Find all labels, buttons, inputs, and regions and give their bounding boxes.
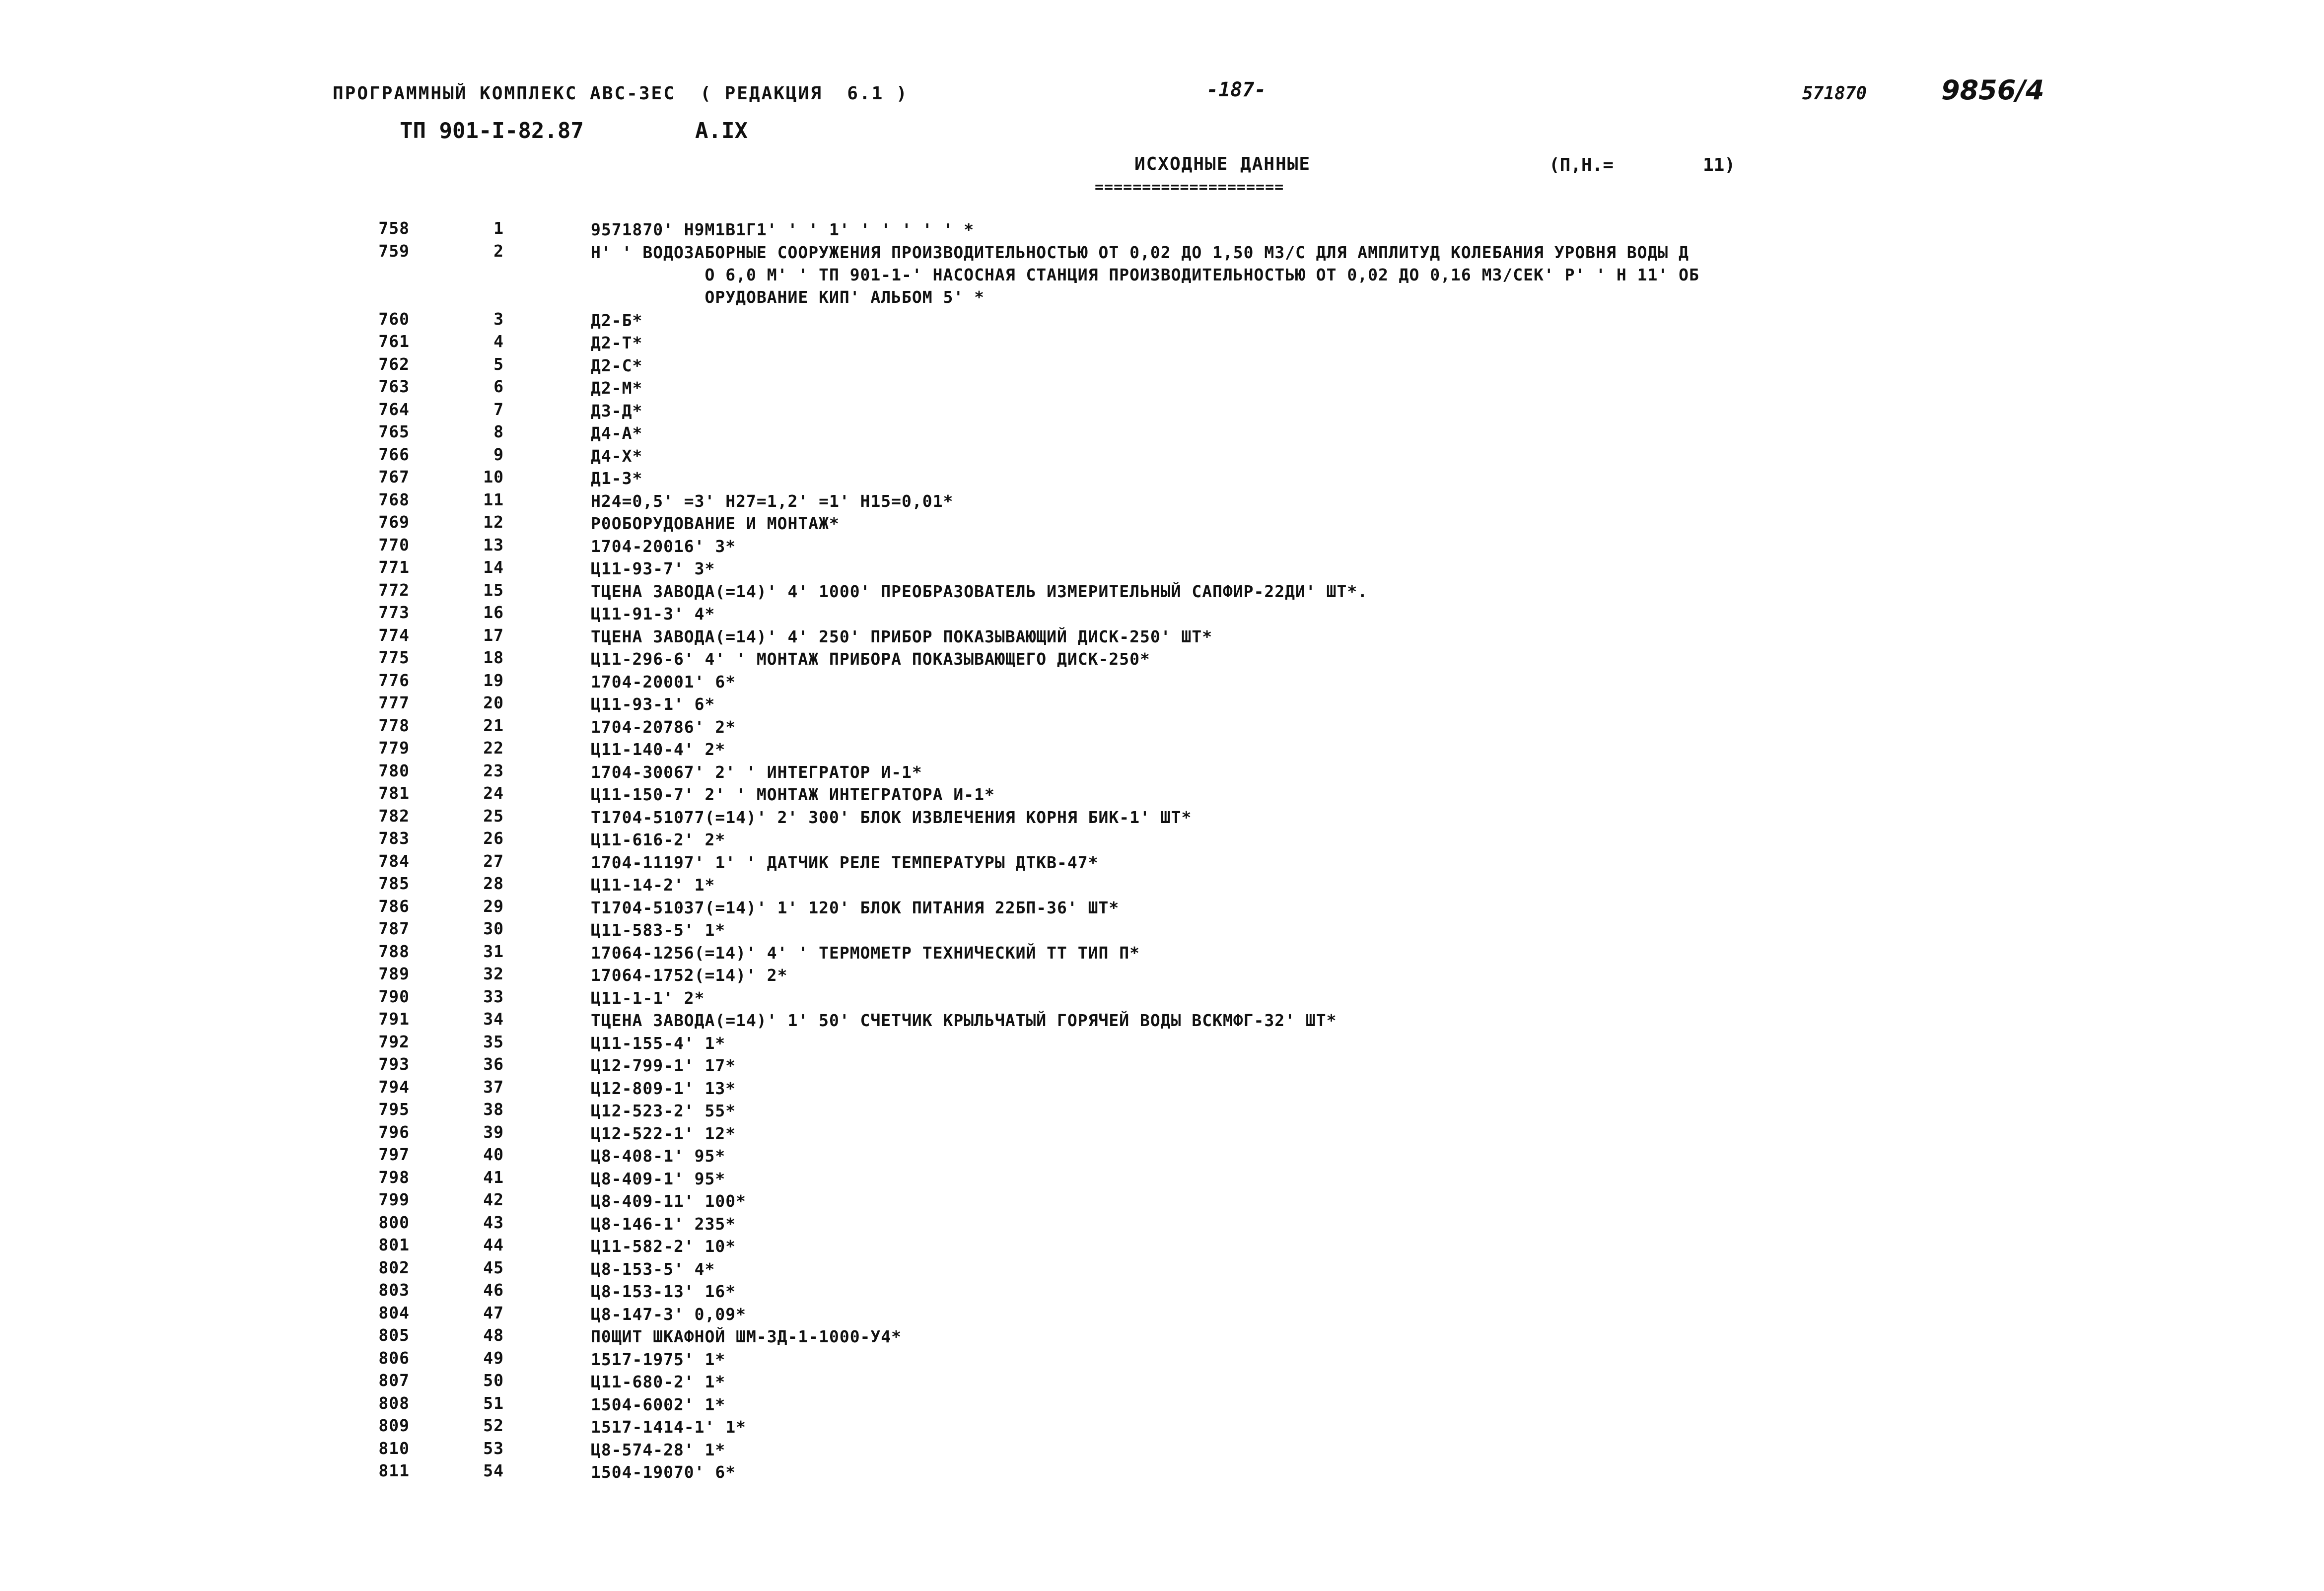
listing-row [0, 1077, 2324, 1100]
record-index: 45 [483, 1257, 504, 1277]
record-index: 7 [493, 399, 504, 419]
sheet-reference: 9856/4 [1941, 74, 2044, 106]
record-text: ТЦЕНА ЗАВОДА(=14)' 4' 1000' ПРЕОБРАЗОВАТЕЛЬ ИЗМЕРИТЕЛЬНЫЙ САПФИР-22ДИ' ШТ*. [591, 581, 1368, 601]
record-text: Ц12-809-1' 13* [591, 1078, 736, 1098]
listing-row [0, 490, 2324, 513]
line-number: 759 [378, 241, 410, 261]
line-number: 760 [378, 309, 410, 329]
line-number: 785 [378, 874, 410, 893]
line-number: 801 [378, 1235, 410, 1254]
record-index: 26 [483, 829, 504, 848]
listing-row [0, 1439, 2324, 1461]
record-index: 10 [483, 467, 504, 486]
record-text: Д3-Д* [591, 401, 643, 420]
line-number: 766 [378, 444, 410, 464]
record-text: Ц11-150-7' 2' ' МОНТАЖ ИНТЕГРАТОРА И-1* [591, 785, 995, 804]
record-index: 48 [483, 1325, 504, 1345]
record-text: Ц11-14-2' 1* [591, 875, 715, 895]
listing-row [0, 467, 2324, 490]
listing-row [0, 806, 2324, 829]
line-number: 806 [378, 1348, 410, 1368]
record-text: Ц8-153-13' 16* [591, 1282, 736, 1301]
listing-row [0, 512, 2324, 535]
line-number: 771 [378, 557, 410, 577]
record-text: Ц11-1-1' 2* [591, 988, 705, 1008]
listing-row [0, 1258, 2324, 1281]
listing-row [0, 1190, 2324, 1213]
listing-row [0, 377, 2324, 400]
listing-row [0, 648, 2324, 671]
record-index: 1 [493, 218, 504, 238]
listing-row [0, 919, 2324, 942]
record-text: Т1704-51037(=14)' 1' 120' БЛОК ПИТАНИЯ 22БП-36' ШТ* [591, 898, 1120, 917]
listing-row [0, 241, 2324, 309]
line-number: 810 [378, 1438, 410, 1458]
record-index: 17 [483, 625, 504, 645]
line-number: 774 [378, 625, 410, 645]
record-text: Ц8-153-5' 4* [591, 1259, 715, 1279]
line-number: 765 [378, 422, 410, 441]
record-text: Ц8-409-11' 100* [591, 1191, 747, 1211]
listing-row [0, 625, 2324, 648]
record-index: 3 [493, 309, 504, 329]
line-number: 761 [378, 332, 410, 351]
listing-row [0, 580, 2324, 603]
record-text: Ц8-409-1' 95* [591, 1169, 726, 1188]
listing-row [0, 603, 2324, 625]
listing-row [0, 1348, 2324, 1371]
listing-row [0, 874, 2324, 897]
record-index: 30 [483, 919, 504, 938]
line-number: 770 [378, 535, 410, 554]
listing-row [0, 1235, 2324, 1258]
record-text: Ц11-296-6' 4' ' МОНТАЖ ПРИБОРА ПОКАЗЫВАЮЩЕГО ДИСК-250* [591, 649, 1150, 669]
line-number: 787 [378, 919, 410, 938]
line-number: 776 [378, 670, 410, 690]
record-index: 43 [483, 1212, 504, 1232]
listing-row [0, 897, 2324, 919]
listing-row [0, 942, 2324, 965]
record-text: Н' ' ВОДОЗАБОРНЫЕ СООРУЖЕНИЯ ПРОИЗВОДИТЕЛЬНОСТЬЮ ОТ 0,02 ДО 1,50 М3/С ДЛЯ АМПЛИТУД КОЛЕБАНИЯ УРОВНЯ ВОДЫ Д О 6,0 М' ' ТП 901-1-' НАСОСНАЯ СТАНЦИЯ ПРОИЗВОДИТЕЛЬНОСТЬЮ ОТ 0,02 ДО 0,16 М3/СЕК' Р' ' Н 11' ОБ ОРУДОВАНИЕ КИП' АЛЬБОМ 5' * [591, 242, 1699, 307]
sheet-info-value: 11) [1703, 155, 1736, 175]
line-number: 800 [378, 1212, 410, 1232]
record-text: Ц11-155-4' 1* [591, 1033, 726, 1053]
line-number: 780 [378, 761, 410, 780]
program-title: ПРОГРАММНЫЙ КОМПЛЕКС АВС-ЗЕС ( РЕДАКЦИЯ 6.1 ) [333, 83, 909, 104]
listing-row [0, 851, 2324, 874]
record-index: 32 [483, 964, 504, 983]
record-text: 1704-20786' 2* [591, 717, 736, 737]
line-number: 768 [378, 489, 410, 509]
record-index: 24 [483, 783, 504, 803]
record-index: 19 [483, 670, 504, 690]
record-index: 35 [483, 1032, 504, 1051]
record-text: Ц11-616-2' 2* [591, 830, 726, 849]
record-index: 34 [483, 1009, 504, 1029]
record-index: 44 [483, 1235, 504, 1254]
record-index: 42 [483, 1190, 504, 1209]
line-number: 791 [378, 1009, 410, 1029]
record-text: 1704-20016' 3* [591, 536, 736, 556]
record-text: Д1-3* [591, 469, 643, 488]
line-number: 786 [378, 896, 410, 916]
record-index: 40 [483, 1145, 504, 1164]
record-text: Ц11-140-4' 2* [591, 740, 726, 759]
listing-row [0, 557, 2324, 580]
record-text: 9571870' Н9М1В1Г1' ' ' 1' ' ' ' ' ' * [591, 220, 975, 239]
record-index: 27 [483, 851, 504, 871]
record-index: 37 [483, 1077, 504, 1097]
record-index: 36 [483, 1054, 504, 1074]
line-number: 758 [378, 218, 410, 238]
listing-row [0, 422, 2324, 445]
record-text: 17064-1256(=14)' 4' ' ТЕРМОМЕТР ТЕХНИЧЕСКИЙ ТТ ТИП П* [591, 943, 1140, 963]
record-text: Д4-Х* [591, 446, 643, 466]
record-index: 11 [483, 489, 504, 509]
document-code: 571870 [1802, 83, 1867, 104]
record-index: 25 [483, 806, 504, 826]
listing-row [0, 783, 2324, 806]
listing-row [0, 535, 2324, 558]
record-index: 39 [483, 1122, 504, 1142]
record-text: Т1704-51077(=14)' 2' 300' БЛОК ИЗВЛЕЧЕНИЯ КОРНЯ БИК-1' ШТ* [591, 807, 1192, 827]
record-text: Д4-А* [591, 423, 643, 443]
line-number: 775 [378, 648, 410, 667]
listing-row [0, 964, 2324, 987]
listing-row [0, 1032, 2324, 1055]
listing-row [0, 738, 2324, 761]
line-number: 797 [378, 1145, 410, 1164]
line-number: 788 [378, 941, 410, 961]
page-number: -187- [1206, 78, 1267, 101]
listing-row [0, 693, 2324, 716]
line-number: 805 [378, 1325, 410, 1345]
line-number: 781 [378, 783, 410, 803]
line-number: 804 [378, 1303, 410, 1322]
record-index: 5 [493, 354, 504, 374]
line-number: 803 [378, 1280, 410, 1300]
listing-row [0, 309, 2324, 332]
record-index: 33 [483, 986, 504, 1006]
record-text: Ц8-574-28' 1* [591, 1440, 726, 1459]
record-index: 49 [483, 1348, 504, 1368]
line-number: 809 [378, 1416, 410, 1435]
listing-row [0, 829, 2324, 851]
line-number: 790 [378, 986, 410, 1006]
line-number: 762 [378, 354, 410, 374]
record-text: Ц12-523-2' 55* [591, 1101, 736, 1120]
record-text: Ц11-91-3' 4* [591, 604, 715, 623]
record-text: Ц11-680-2' 1* [591, 1372, 726, 1391]
record-index: 52 [483, 1416, 504, 1435]
listing-row [0, 1054, 2324, 1077]
section-title: ИСХОДНЫЕ ДАННЫЕ [1134, 154, 1311, 174]
record-index: 15 [483, 580, 504, 600]
record-text: Ц11-582-2' 10* [591, 1237, 736, 1256]
record-index: 46 [483, 1280, 504, 1300]
line-number: 777 [378, 693, 410, 712]
line-number: 795 [378, 1100, 410, 1119]
record-text: ТЦЕНА ЗАВОДА(=14)' 1' 50' СЧЕТЧИК КРЫЛЬЧАТЫЙ ГОРЯЧЕЙ ВОДЫ ВСКМФГ-32' ШТ* [591, 1011, 1337, 1030]
listing-row [0, 1145, 2324, 1168]
listing-row [0, 761, 2324, 784]
record-text: Д2-С* [591, 355, 643, 375]
record-text: Ц11-93-7' 3* [591, 559, 715, 578]
record-index: 38 [483, 1100, 504, 1119]
line-number: 767 [378, 467, 410, 486]
listing-row [0, 1168, 2324, 1190]
record-index: 16 [483, 603, 504, 622]
line-number: 772 [378, 580, 410, 600]
record-index: 12 [483, 512, 504, 532]
line-number: 794 [378, 1077, 410, 1097]
record-text: ТЦЕНА ЗАВОДА(=14)' 4' 250' ПРИБОР ПОКАЗЫВАЮЩИЙ ДИСК-250' ШТ* [591, 626, 1213, 646]
listing-row [0, 332, 2324, 354]
line-number: 778 [378, 715, 410, 735]
record-index: 6 [493, 377, 504, 396]
record-index: 22 [483, 738, 504, 758]
record-index: 47 [483, 1303, 504, 1322]
record-text: Д2-М* [591, 378, 643, 398]
record-index: 9 [493, 444, 504, 464]
record-text: Р0ОБОРУДОВАНИЕ И МОНТАЖ* [591, 514, 840, 533]
line-number: 773 [378, 603, 410, 622]
listing-row [0, 1325, 2324, 1348]
line-number: 763 [378, 377, 410, 396]
line-number: 796 [378, 1122, 410, 1142]
record-index: 20 [483, 693, 504, 712]
data-listing [0, 218, 2324, 1484]
line-number: 784 [378, 851, 410, 871]
record-text: Ц8-408-1' 95* [591, 1146, 726, 1166]
record-index: 21 [483, 715, 504, 735]
listing-row [0, 1100, 2324, 1122]
record-index: 14 [483, 557, 504, 577]
line-number: 764 [378, 399, 410, 419]
record-index: 51 [483, 1393, 504, 1413]
record-index: 28 [483, 874, 504, 893]
listing-row [0, 218, 2324, 241]
listing-row [0, 1416, 2324, 1439]
listing-row [0, 354, 2324, 377]
listing-row [0, 1009, 2324, 1032]
line-number: 783 [378, 829, 410, 848]
listing-row [0, 400, 2324, 422]
record-text: 1504-19070' 6* [591, 1462, 736, 1482]
listing-row [0, 1461, 2324, 1484]
record-text: Ц12-799-1' 17* [591, 1056, 736, 1075]
record-index: 54 [483, 1461, 504, 1480]
record-text: 1704-30067' 2' ' ИНТЕГРАТОР И-1* [591, 762, 922, 782]
record-index: 4 [493, 332, 504, 351]
record-text: 1704-20001' 6* [591, 672, 736, 692]
sheet-info-label: (П,Н.= [1549, 155, 1614, 175]
line-number: 789 [378, 964, 410, 983]
record-text: Д2-Т* [591, 333, 643, 352]
listing-row [0, 987, 2324, 1010]
record-text: 17064-1752(=14)' 2* [591, 966, 788, 985]
record-text: 1517-1414-1' 1* [591, 1417, 747, 1437]
record-index: 50 [483, 1371, 504, 1390]
record-index: 53 [483, 1438, 504, 1458]
record-text: 1504-6002' 1* [591, 1394, 726, 1414]
record-text: Ц12-522-1' 12* [591, 1123, 736, 1143]
listing-row [0, 716, 2324, 739]
record-text: 1517-1975' 1* [591, 1349, 726, 1369]
line-number: 769 [378, 512, 410, 532]
record-index: 2 [493, 241, 504, 261]
record-index: 18 [483, 648, 504, 667]
line-number: 782 [378, 806, 410, 826]
listing-row [0, 1280, 2324, 1303]
record-index: 8 [493, 422, 504, 441]
record-text: Ц11-583-5' 1* [591, 920, 726, 940]
record-index: 41 [483, 1167, 504, 1187]
listing-row [0, 1213, 2324, 1236]
line-number: 807 [378, 1371, 410, 1390]
record-text: Ц11-93-1' 6* [591, 694, 715, 714]
line-number: 799 [378, 1190, 410, 1209]
record-text: Д2-Б* [591, 310, 643, 330]
line-number: 792 [378, 1032, 410, 1051]
listing-row [0, 671, 2324, 693]
line-number: 779 [378, 738, 410, 758]
line-number: 808 [378, 1393, 410, 1413]
listing-row [0, 1122, 2324, 1145]
record-index: 13 [483, 535, 504, 554]
record-index: 31 [483, 941, 504, 961]
record-text: П0ЩИТ ШКАФНОЙ ШМ-3Д-1-1000-У4* [591, 1327, 902, 1346]
line-number: 811 [378, 1461, 410, 1480]
line-number: 798 [378, 1167, 410, 1187]
listing-row [0, 1371, 2324, 1393]
line-number: 793 [378, 1054, 410, 1074]
record-text: Н24=0,5' =3' Н27=1,2' =1' Н15=0,01* [591, 491, 954, 511]
record-text: Ц8-147-3' 0,09* [591, 1304, 747, 1324]
record-index: 29 [483, 896, 504, 916]
tp-code: ТП 901-I-82.87 [400, 118, 584, 143]
listing-row [0, 1303, 2324, 1326]
title-underline: ==================== [1095, 179, 1284, 196]
record-text: Ц8-146-1' 235* [591, 1214, 736, 1234]
record-text: 1704-11197' 1' ' ДАТЧИК РЕЛЕ ТЕМПЕРАТУРЫ ДТКВ-47* [591, 852, 1099, 872]
listing-row [0, 445, 2324, 468]
listing-row [0, 1393, 2324, 1416]
line-number: 802 [378, 1257, 410, 1277]
album-label: А.IX [695, 118, 748, 143]
record-index: 23 [483, 761, 504, 780]
